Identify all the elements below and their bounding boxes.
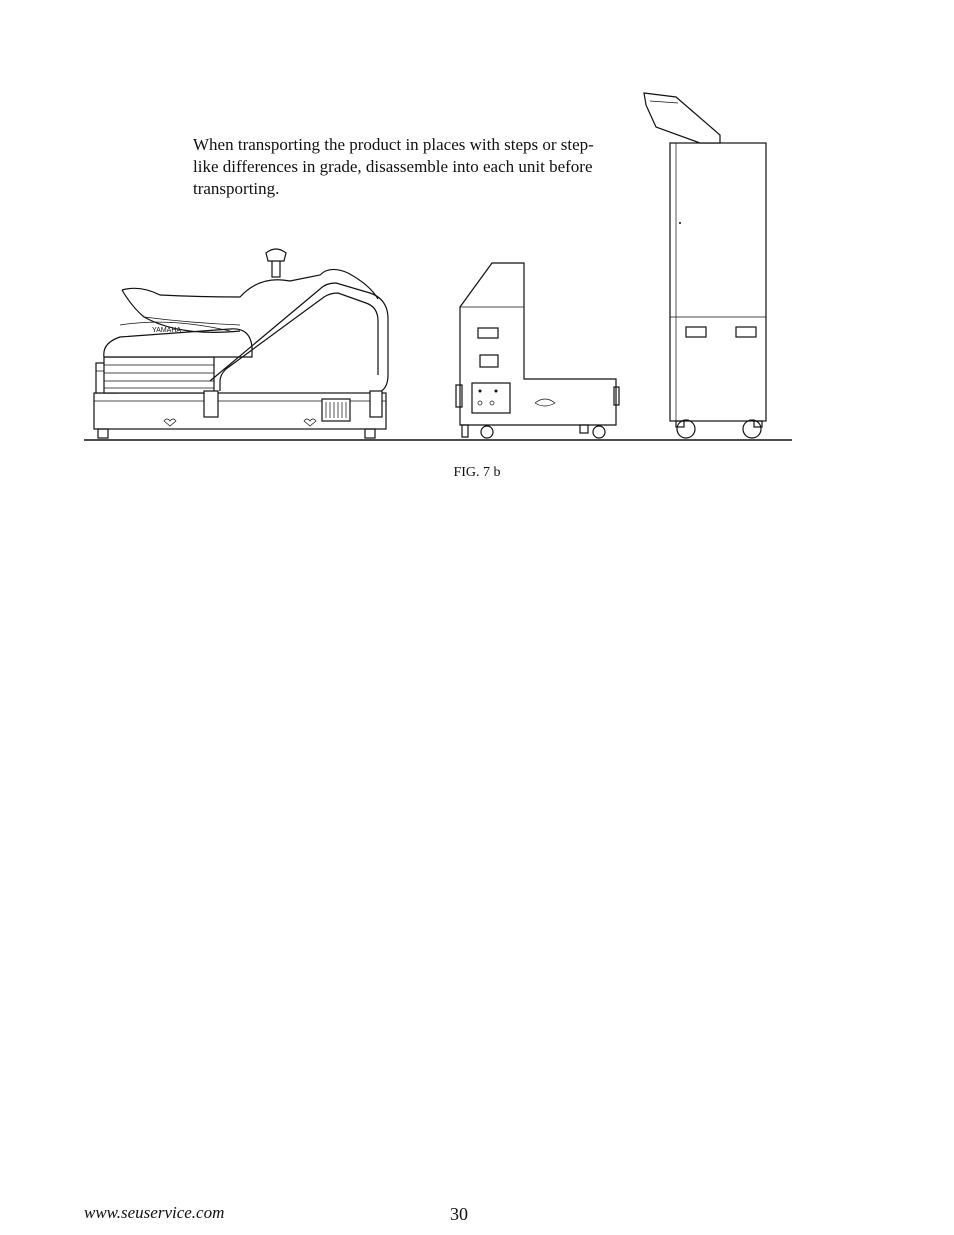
- caster-wheel: [677, 420, 695, 438]
- units-drawing: [80, 85, 800, 450]
- caster-wheel: [743, 420, 761, 438]
- ride-unit: [94, 249, 388, 438]
- transport-figure: [80, 85, 800, 450]
- caster-wheel: [481, 426, 493, 438]
- footer-url: www.seuservice.com: [84, 1203, 225, 1222]
- monitor-cabinet: [670, 143, 766, 421]
- control-unit: [456, 263, 619, 438]
- page-number: 30: [450, 1204, 468, 1224]
- monitor-unit: [644, 93, 766, 438]
- instruction-text: When transporting the product in places with steps or step-like differences in grade, disassemble into each unit before transporting.: [193, 135, 594, 198]
- ride-foot: [98, 429, 108, 438]
- caster-wheel: [593, 426, 605, 438]
- figure-caption: FIG. 7 b: [453, 465, 501, 480]
- control-panel: [472, 383, 510, 413]
- brand-label: YAMAHA: [152, 327, 182, 334]
- ride-foot: [365, 429, 375, 438]
- marquee-sign: [644, 93, 720, 143]
